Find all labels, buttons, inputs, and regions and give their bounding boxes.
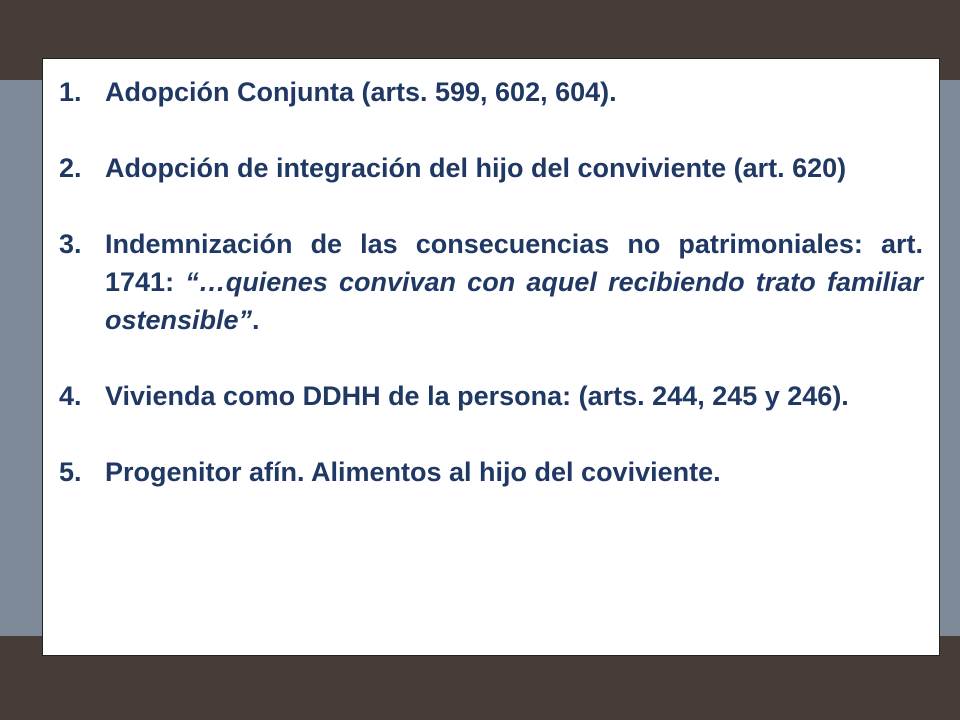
item-number: 4. (59, 381, 82, 411)
list-item-1 (59, 73, 923, 111)
content-box (42, 58, 940, 656)
item-number: 1. (59, 77, 82, 107)
item-text: Vivienda como DDHH de la persona: (arts. 244, 245 y 246). (105, 381, 849, 411)
list-item-2 (59, 149, 923, 187)
item-number: 5. (59, 457, 82, 487)
item-number: 2. (59, 153, 82, 183)
numbered-list (59, 73, 923, 491)
list-item-3 (59, 225, 923, 339)
item-number: 3. (59, 229, 82, 259)
item-text-block (105, 225, 923, 339)
item-text: Adopción Conjunta (arts. 599, 602, 604). (105, 77, 617, 107)
item-text: Adopción de integración del hijo del conviviente (art. 620) (105, 153, 847, 183)
item-quote: “…quienes convivan con aquel recibiendo trato familiar ostensible” (105, 267, 924, 335)
item-text: Indemnización de las consecuencias no patrimoniales: art. 1741: (105, 229, 923, 297)
item-text: Progenitor afín. Alimentos al hijo del coviviente. (105, 457, 721, 487)
item-suffix: . (252, 305, 260, 335)
list-item-5 (59, 453, 923, 491)
list-item-4 (59, 377, 923, 415)
